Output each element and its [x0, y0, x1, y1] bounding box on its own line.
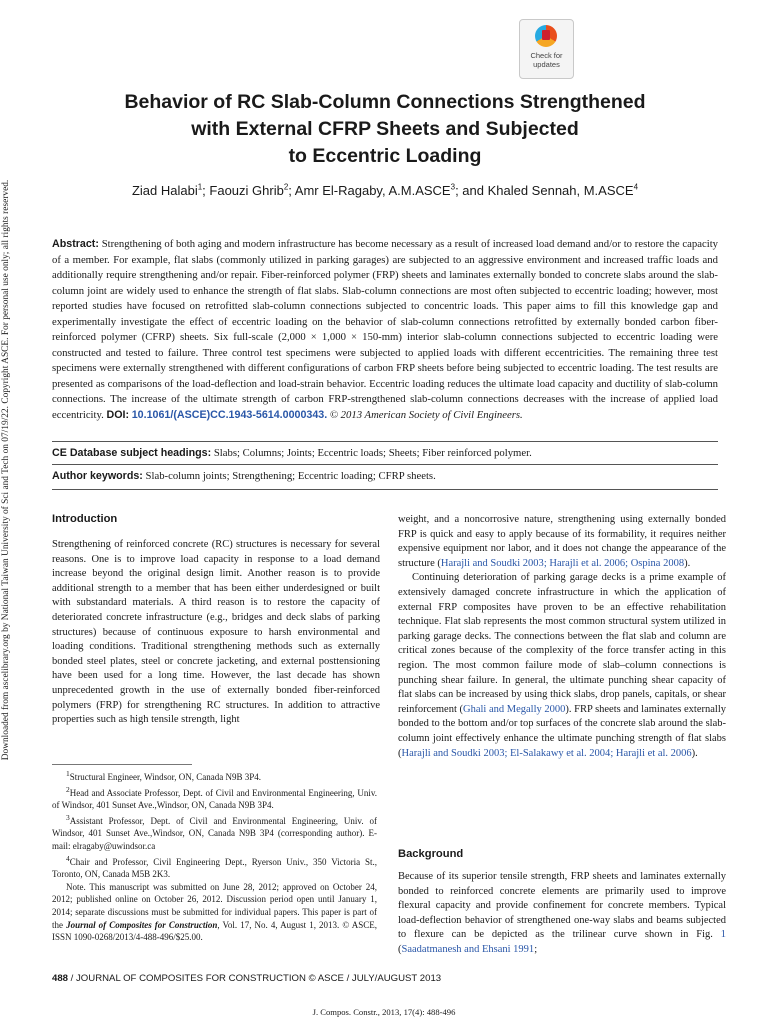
footnote-text: Chair and Professor, Civil Engineering Dept., Ryerson Univ., 350 Victoria St., Toronto, ON, Canada M5B 2K3.	[52, 856, 377, 880]
background-heading: Background	[398, 848, 464, 860]
author-name: Amr El-Ragaby, A.M.ASCE	[294, 183, 451, 199]
citation-link[interactable]: Harajli and Soudki 2003	[401, 747, 505, 759]
text: ).	[684, 557, 691, 569]
author-keywords	[52, 469, 718, 485]
citation-link[interactable]: Saadatmanesh and Ehsani 1991	[401, 943, 535, 955]
abstract	[52, 237, 718, 423]
text: (	[398, 943, 402, 955]
text: ). FRP sheets and laminates externally bonded to the bottom and/or top surfaces of the concrete slab around the slab-column joint effectively enhance the ultimate punching strength of flat slabs (	[398, 703, 726, 759]
footnote-number: 4	[66, 853, 70, 863]
citation-link[interactable]: Ospina 2008	[630, 557, 685, 569]
author	[209, 183, 294, 198]
citation-link[interactable]: El-Salakawy et al. 2004	[510, 747, 611, 759]
abstract-label: Abstract:	[52, 238, 99, 250]
badge-label-line2: updates	[533, 60, 560, 69]
footnote-number: 1	[66, 769, 70, 778]
citation-separator: ;	[504, 747, 510, 759]
author-keywords-text: Slab-column joints; Strengthening; Eccentric loading; CFRP sheets.	[145, 470, 436, 482]
divider	[52, 464, 718, 465]
text: ;	[534, 943, 538, 955]
journal-name: Journal of Composites for Construction	[66, 919, 218, 930]
journal-footer: / JOURNAL OF COMPOSITES FOR CONSTRUCTION © ASCE / JULY/AUGUST 2013	[68, 973, 442, 984]
footnote-text: Structural Engineer, Windsor, ON, Canada N9B 3P4.	[69, 772, 261, 782]
introduction-heading: Introduction	[52, 513, 118, 525]
right-column	[398, 513, 726, 761]
author-name: Faouzi Ghrib	[209, 183, 284, 199]
citation-separator: ;	[610, 747, 616, 759]
abstract-text: Strengthening of both aging and modern infrastructure has become necessary as a result of increased load demand and/or to restore the capacity of a member. For example, flat slabs (commonly utilized in parking garages) are subjected to an aggressive environment and increased traffic loads and additionally require strengthening and/or repair. Fiber-reinforced polymer (FRP) sheets and laminates externally bonded to concrete slabs around the slab-column joint are widely used to enhance the strength of flat slabs. Slab-column connections are most often subjected to eccentric loading; however, most reported studies have focused on retrofitted slab-column connections subjected to concentric loads. This paper aims to fill this knowledge gap and experimentally investigate the effect of eccentric loading on the behavior of slab-column connections retrofitted by externally bonded carbon fiber-reinforced polymer (CFRP) sheets. Six full-scale (2,000 × 1,000 × 150-mm) interior slab-column connections subjected to eccentric loading were constructed and tested to failure. Three control test specimens were subjected to applied loads with different eccentricities. The remaining three test specimens were externally strengthened with different configurations of carbon FRP sheets before being subjected to eccentric loading. The test results are presented as comparisons of the load-deflection and load-strain behavior. Eccentric loading reduces the ultimate load capacity and ductility of slab-column connections. The increase of the ultimate strength of carbon FRP-strengthened slab-column connections decreases with the increase of applied load eccentricity.	[52, 238, 719, 421]
ce-database-headings	[52, 446, 718, 462]
citation-separator: ;	[543, 557, 550, 569]
divider	[52, 489, 718, 490]
author	[488, 183, 638, 198]
note-text-2: , Vol. 17, No. 4, August 1, 2013. © ASCE, ISSN 1090-0268/2013/4-488-496/$25.00.	[52, 919, 378, 943]
check-for-updates-badge[interactable]	[519, 19, 574, 79]
footnote	[52, 784, 377, 812]
author-name: Ziad Halabi	[131, 183, 198, 199]
author-affiliation-mark: 3	[450, 183, 456, 192]
ce-headings-label: CE Database subject headings:	[52, 447, 212, 459]
title-line-2: with External CFRP Sheets and Subjected	[191, 118, 579, 140]
footnotes	[52, 768, 377, 944]
author-keywords-label: Author keywords:	[52, 470, 143, 482]
title-line-1: Behavior of RC Slab-Column Connections Strengthened	[124, 91, 646, 113]
author-list	[40, 183, 730, 198]
citation-link[interactable]: Harajli and Soudki 2003	[440, 557, 544, 569]
text: Because of its superior tensile strength, FRP sheets and laminates externally bonded to reinforced concrete elements are primarily used to improve flexural capacity and provide confinement for concrete members. Typical load-deflection behavior of strengthened one-way slabs and beams subjected to flexure can be depicted as the trilinear curve shown in Fig.	[398, 871, 726, 941]
title-line-3: to Eccentric Loading	[288, 145, 482, 167]
author-affiliation-mark: 1	[197, 183, 203, 192]
crossmark-icon	[535, 25, 557, 47]
text: weight, and a noncorrosive nature, strengthening using externally bonded FRP is quick and easy to apply because of its formability, it requires neither expensive equipment nor labor, and it does not change the appearance of the structure (	[398, 514, 726, 569]
footnote	[52, 812, 377, 853]
author-name: Khaled Sennah, M.ASCE	[487, 183, 634, 199]
citation-link[interactable]: Harajli et al. 2006	[549, 557, 626, 569]
note-text: Note. This manuscript was submitted on June 28, 2012; approved on October 24, 2012; published online on October 26, 2012. Discussion period open until January 1, 2014; separate discussions must be submitted for individual papers. This paper is part of the	[52, 881, 377, 930]
doi-link[interactable]: 10.1061/(ASCE)CC.1943-5614.0000343.	[131, 408, 328, 421]
footnote-number: 2	[66, 784, 70, 794]
citation-link[interactable]: Harajli et al. 2006	[615, 747, 692, 759]
author-affiliation-mark: 4	[633, 183, 639, 192]
background-body	[398, 870, 726, 958]
footnote-text: Assistant Professor, Dept. of Civil and Environmental Engineering, Univ. of Windsor, 401 Sunset Ave.,Windsor, ON, Canada N9B 3P4 (corresponding author). E-mail: elragaby@uwindsor.ca	[52, 815, 377, 851]
page-number: 488	[52, 973, 69, 984]
figure-link[interactable]: 1	[720, 929, 726, 941]
introduction-paragraph: Strengthening of reinforced concrete (RC) structures is necessary for several reasons. One is to improve load capacity in response to a load demand increase beyond the original design limit. Another reason is to provide additional strength to a member that has been either underdesigned or built with substandard materials. A third reason is to restore the capacity of deteriorated concrete infrastructure (e.g., bridges and deck slabs of parking structures) because of continuous exposure to harsh environmental and loading conditions. Traditional strengthening methods such as externally bonded steel plates, steel or concrete jacketing, and external posttensioning have been used for a long time. However, the last decade has shown unprecedented growth in the use of externally bonded fiber-reinforced polymers (FRP) for strengthening RC structures. In addition to attractive properties such as high tensile strength, light	[52, 539, 380, 726]
author-affiliation-mark: 2	[283, 183, 289, 192]
text: ).	[691, 747, 698, 759]
citation-footer: J. Compos. Constr., 2013, 17(4): 488-496	[312, 1007, 456, 1017]
paragraph	[398, 870, 726, 958]
footnote-number: 3	[66, 812, 70, 822]
doi-label: DOI:	[106, 408, 130, 421]
footnote	[52, 768, 377, 784]
author-separator: ;	[202, 183, 210, 199]
author-separator: ;	[288, 183, 295, 199]
divider	[52, 441, 718, 442]
citation-separator: ;	[625, 557, 631, 569]
copyright-notice: © 2013 American Society of Civil Engineers.	[329, 408, 523, 421]
author	[132, 183, 209, 198]
footnote-text: Head and Associate Professor, Dept. of Civil and Environmental Engineering, Univ. of Windsor, 401 Sunset Ave.,Windsor, ON, Canada N9B 3P4.	[52, 787, 377, 811]
footnote	[52, 853, 377, 881]
introduction-body	[52, 538, 380, 728]
text: Continuing deterioration of parking garage decks is a prime example of extensively damaged concrete infrastructure in which the application of external FRP composites have proven to be an effective rehabilitation technique. Flat slab represents the most common structural system utilized in parking garage decks. The connections between the flat slab and column are critical zones because of the complexity of the force transfer acting in this region. The most common failure mode of slab–column connections is punching shear failure. In general, the ultimate punching shear capacity of flat slabs can be increased by using thick slabs, drop panels, capitals, or shear reinforcement (	[398, 572, 726, 715]
page-footer	[52, 973, 441, 984]
author	[295, 183, 488, 198]
author-separator: ; and	[455, 183, 488, 199]
paragraph	[398, 571, 726, 761]
badge-label	[520, 51, 573, 69]
badge-label-line1: Check for	[530, 51, 563, 60]
citation-link[interactable]: Ghali and Megally 2000	[463, 703, 566, 715]
submission-note	[52, 881, 377, 944]
paragraph-continued	[398, 513, 726, 571]
paper-title	[40, 89, 730, 170]
ce-headings-text: Slabs; Columns; Joints; Eccentric loads; Sheets; Fiber reinforced polymer.	[213, 447, 532, 459]
download-notice: Downloaded from ascelibrary.org by National Taiwan University of Sci and Tech on 07/19/22. Copyright ASCE. For personal use only; all rights reserved.	[1, 179, 11, 761]
